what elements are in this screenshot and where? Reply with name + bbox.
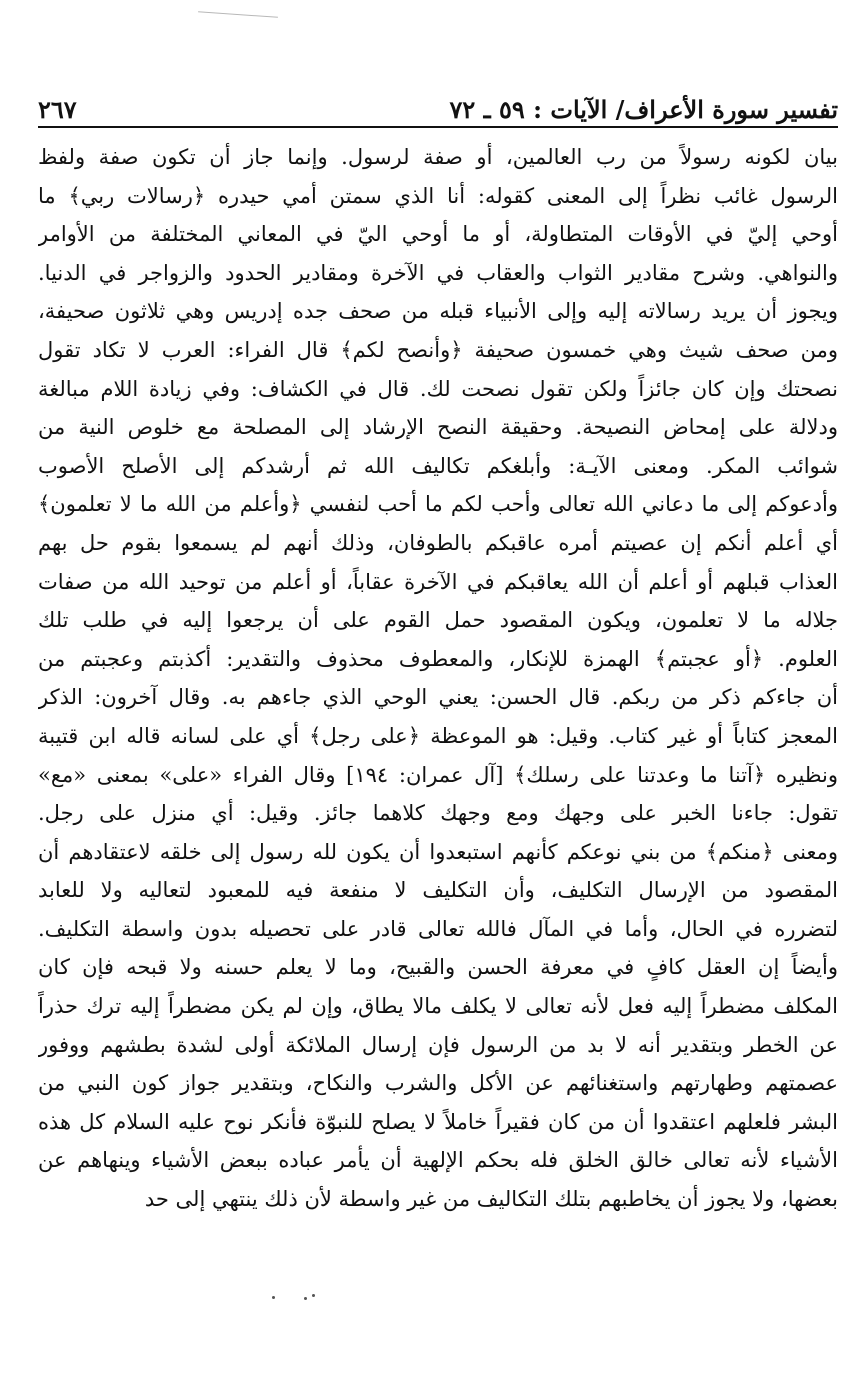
text-line: شوائب المكر. ومعنى الآيـة: وأبلغكم تكاليف الله ثم أرشدكم إلى الأصلح الأصوب [38,453,838,478]
scan-speckles [268,1292,328,1302]
text-line: بيان لكونه رسولاً من رب العالمين، أو صفة لرسول. وإنما جاز أن تكون صفة ولفظ [38,145,838,169]
text-line: ومن صحف شيث وهي خمسون صحيفة ﴿وأنصح لكم﴾ قال الفراء: العرب لا تكاد تقول [38,337,838,362]
text-line: تقول: جاءنا الخبر على وجهك ومع وجهك كلاهما جائز. وقيل: أي منزل على رجل. [38,801,838,826]
running-header [38,84,838,124]
text-line: ونظيره ﴿آتنا ما وعدتنا على رسلك﴾ [آل عمران: ١٩٤] وقال الفراء «على» بمعنى «مع» [38,762,838,787]
text-line: ودلالة على إمحاض النصيحة. وحقيقة النصح الإرشاد إلى المصلحة مع خلوص النية من [38,415,838,440]
text-line: أن جاءكم ذكر من ربكم. قال الحسن: يعني الوحي الذي جاءهم به. وقال آخرون: الذكر [38,685,838,710]
text-line: الأشياء لأنه تعالى خالق الخلق فله بحكم الإلهية أن يأمر عباده ببعض الأشياء وينهاهم عن [38,1148,838,1173]
text-line: وأيضاً إن العقل كافٍ في معرفة الحسن والقبيح، وما لا يعلم حسنه ولا قبحه فإن كان [38,955,838,980]
scan-artifact [198,11,278,18]
text-line: بعضها، ولا يجوز أن يخاطبهم بتلك التكاليف من غير واسطة لأن ذلك ينتهي إلى حد [144,1187,838,1212]
header-title: تفسير سورة الأعراف/ الآيات : ٥٩ ـ ٧٢ [449,95,838,124]
text-line: ويجوز أن يريد رسالاته إليه وإلى الأنبياء قبله من صحف جده إدريس وهي ثلاثون صحيفة، [38,299,838,324]
text-line: نصحتك وإن كان جائزاً ولكن تقول نصحت لك. قال في الكشاف: وفي زيادة اللام مبالغة [38,376,838,401]
text-line: ومعنى ﴿منكم﴾ من بني نوعكم كأنهم استبعدوا أن يكون لله رسول إلى خلقه لاعتقادهم أن [38,839,838,864]
text-line: جلاله ما لا تعلمون، ويكون المقصود حمل القوم على أن يرجعوا إليه في طلب تلك [38,608,838,633]
text-line: عن الخطر وبتقدير أنه لا بد من الرسول فإن إرسال الملائكة أولى لشدة بطشهم ووفور [38,1032,838,1057]
text-line: المعجز كتاباً أو غير كتاب. وقيل: هو الموعظة ﴿على رجل﴾ أي على لسانه قاله ابن قتيبة [38,723,838,748]
text-line: العلوم. ﴿أو عجبتم﴾ الهمزة للإنكار، والمعطوف محذوف والتقدير: أكذبتم وعجبتم من [38,646,838,671]
text-line: أي أعلم أنكم إن عصيتم أمره عاقبكم بالطوفان، وذلك أنهم لم يسمعوا بقوم حل بهم [38,530,838,555]
text-line: المقصود من الإرسال التكليف، وأن التكليف لا منفعة فيه للمعبود لتعاليه ولا للعابد [38,878,838,903]
text-line: عصمتهم وطهارتهم واستغنائهم عن الأكل والشرب والنكاح، وبتقدير جواز كون النبي من [38,1071,838,1096]
body-text [38,138,838,1219]
text-line: أوحي إليّ في الأوقات المتطاولة، أو ما أوحي اليّ في المعاني المختلفة من الأوامر [38,222,838,247]
text-line: المكلف مضطراً إليه فعل لأنه تعالى لا يكلف مالا يطاق، وإن لم يكن مضطراً إليه ترك حذراً [38,994,838,1019]
text-line: البشر فلعلهم اعتقدوا أن من كان فقيراً خاملاً لا يصلح للنبوّة فأنكر نوح عليه السلام كل هذه [38,1109,838,1134]
text-line: والنواهي. وشرح مقادير الثواب والعقاب في الآخرة ومقادير الحدود والزواجر في الدنيا. [38,260,838,285]
text-line: العذاب قبلهم أو أعلم أن الله يعاقبكم في الآخرة عقاباً، أو أعلم من توحيد الله من صفات [38,569,838,594]
text-line: لتضرره في الحال، وأما في المآل فالله تعالى قادر على تحصيله بدون واسطة التكليف. [38,916,838,941]
text-line: وأدعوكم إلى ما دعاني الله تعالى وأحب لكم ما أحب لنفسي ﴿وأعلم من الله ما لا تعلمون﴾ [38,492,838,517]
text-line: الرسول غائب نظراً إلى المعنى كقوله: أنا الذي سمتن أمي حيدره ﴿رسالات ربي﴾ ما [38,183,838,208]
page-number: ٢٦٧ [38,95,77,124]
header-rule [38,126,838,128]
